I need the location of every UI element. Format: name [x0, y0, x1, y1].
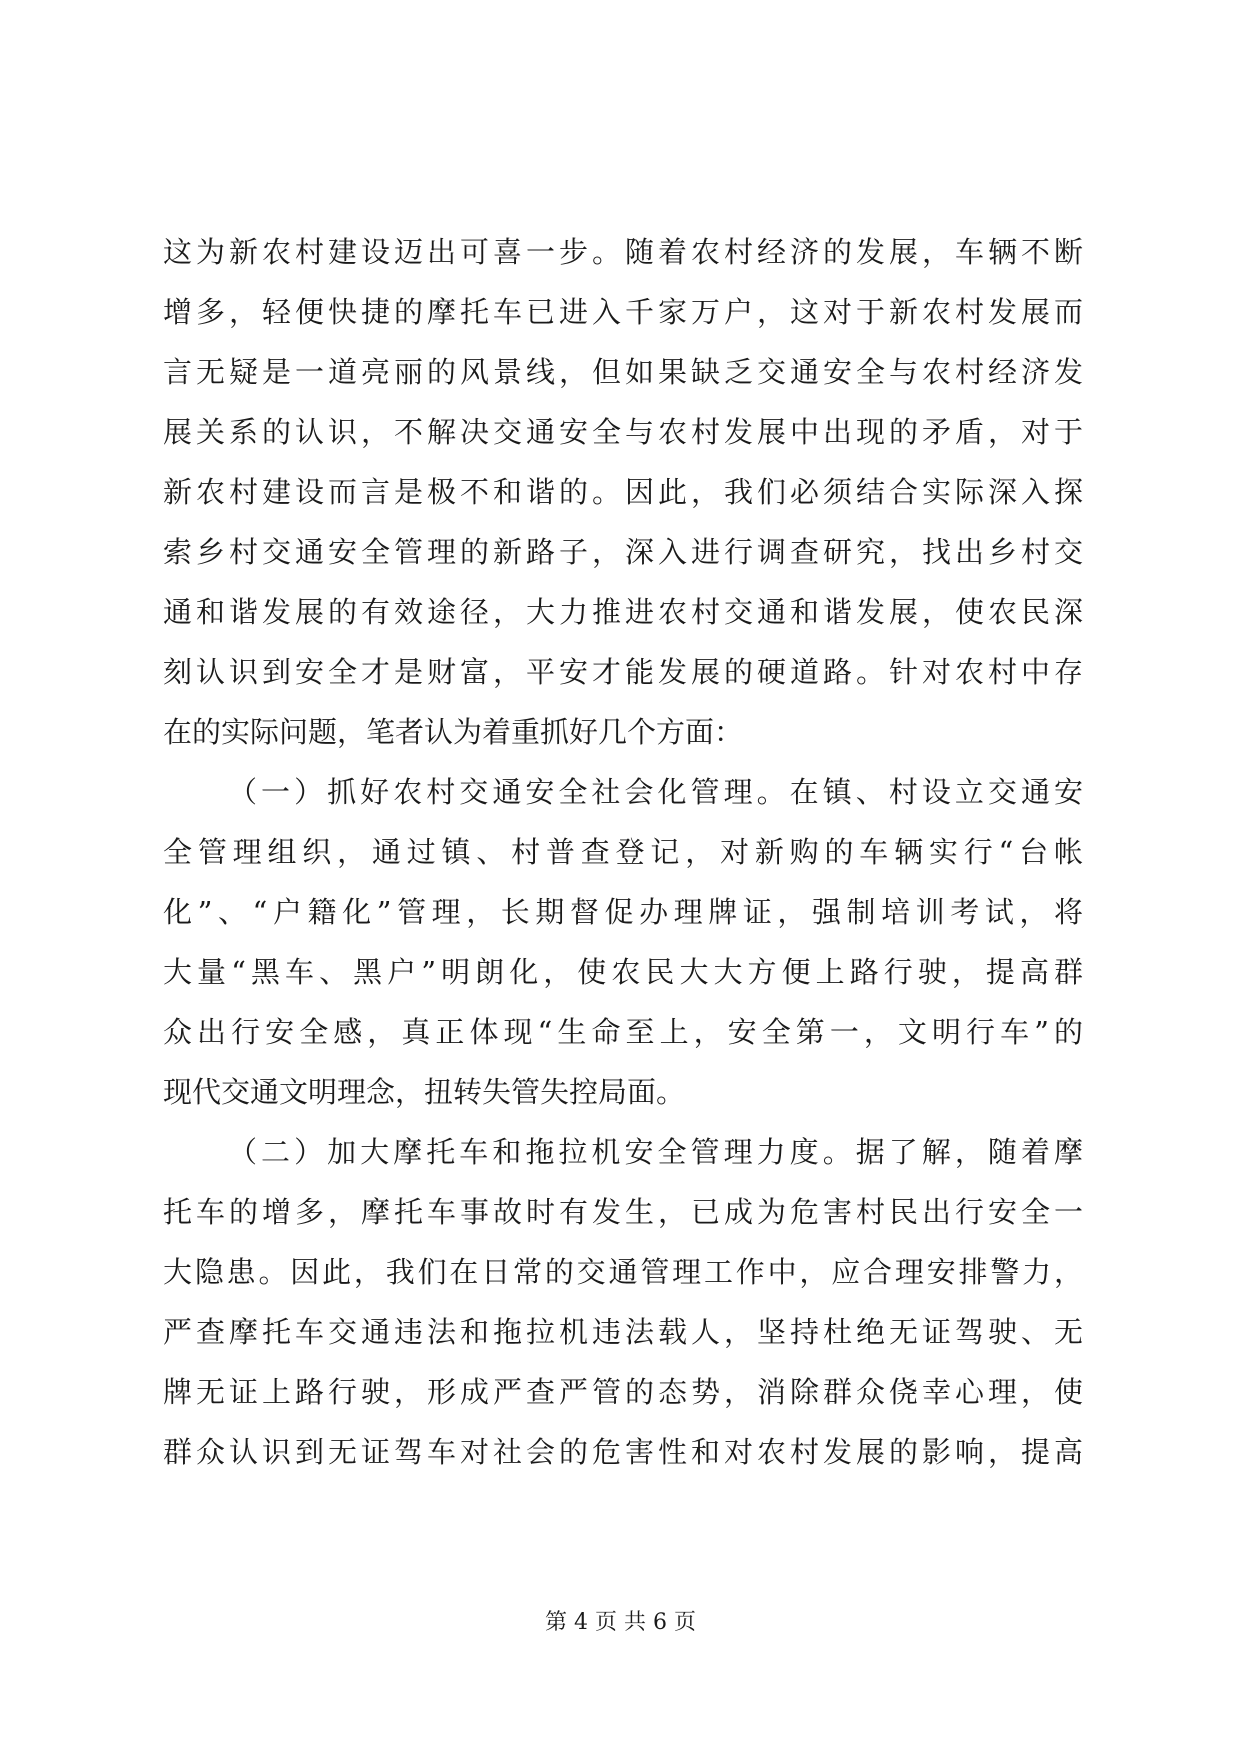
text-line: 托车的增多，摩托车事故时有发生，已成为危害村民出行安全一: [163, 1195, 1083, 1229]
text-line: 增多，轻便快捷的摩托车已进入千家万户，这对于新农村发展而: [163, 295, 1083, 329]
paragraph-start-line: （二）加大摩托车和拖拉机安全管理力度。据了解，随着摩: [228, 1135, 1083, 1169]
text-line: 牌无证上路行驶，形成严查严管的态势，消除群众侥幸心理，使: [163, 1375, 1083, 1409]
text-line: 索乡村交通安全管理的新路子，深入进行调查研究，找出乡村交: [163, 535, 1083, 569]
text-line: 在的实际问题，笔者认为着重抓好几个方面：: [163, 715, 744, 749]
paragraph-start-line: （一）抓好农村交通安全社会化管理。在镇、村设立交通安: [228, 775, 1083, 809]
text-line: 严查摩托车交通违法和拖拉机违法载人，坚持杜绝无证驾驶、无: [163, 1315, 1083, 1349]
text-line: 现代交通文明理念，扭转失管失控局面。: [163, 1075, 686, 1109]
text-line: 这为新农村建设迈出可喜一步。随着农村经济的发展，车辆不断: [163, 235, 1083, 269]
text-line: 新农村建设而言是极不和谐的。因此，我们必须结合实际深入探: [163, 475, 1083, 509]
text-line: 全管理组织，通过镇、村普查登记，对新购的车辆实行“台帐: [163, 835, 1083, 869]
text-line: 展关系的认识，不解决交通安全与农村发展中出现的矛盾，对于: [163, 415, 1083, 449]
text-line: 刻认识到安全才是财富，平安才能发展的硬道路。针对农村中存: [163, 655, 1083, 689]
page-number-footer: 第 4 页 共 6 页: [545, 1610, 696, 1635]
document-body: [163, 222, 1083, 1482]
text-line: 通和谐发展的有效途径，大力推进农村交通和谐发展，使农民深: [163, 595, 1083, 629]
text-line: 言无疑是一道亮丽的风景线，但如果缺乏交通安全与农村经济发: [163, 355, 1083, 389]
text-line: 群众认识到无证驾车对社会的危害性和对农村发展的影响，提高: [163, 1435, 1083, 1469]
text-line: 化”、“户籍化”管理，长期督促办理牌证，强制培训考试，将: [163, 895, 1083, 929]
text-line: 大隐患。因此，我们在日常的交通管理工作中，应合理安排警力，: [163, 1255, 1083, 1289]
text-line: 众出行安全感，真正体现“生命至上，安全第一，文明行车”的: [163, 1015, 1083, 1049]
text-line: 大量“黑车、黑户”明朗化，使农民大大方便上路行驶，提高群: [163, 955, 1083, 989]
